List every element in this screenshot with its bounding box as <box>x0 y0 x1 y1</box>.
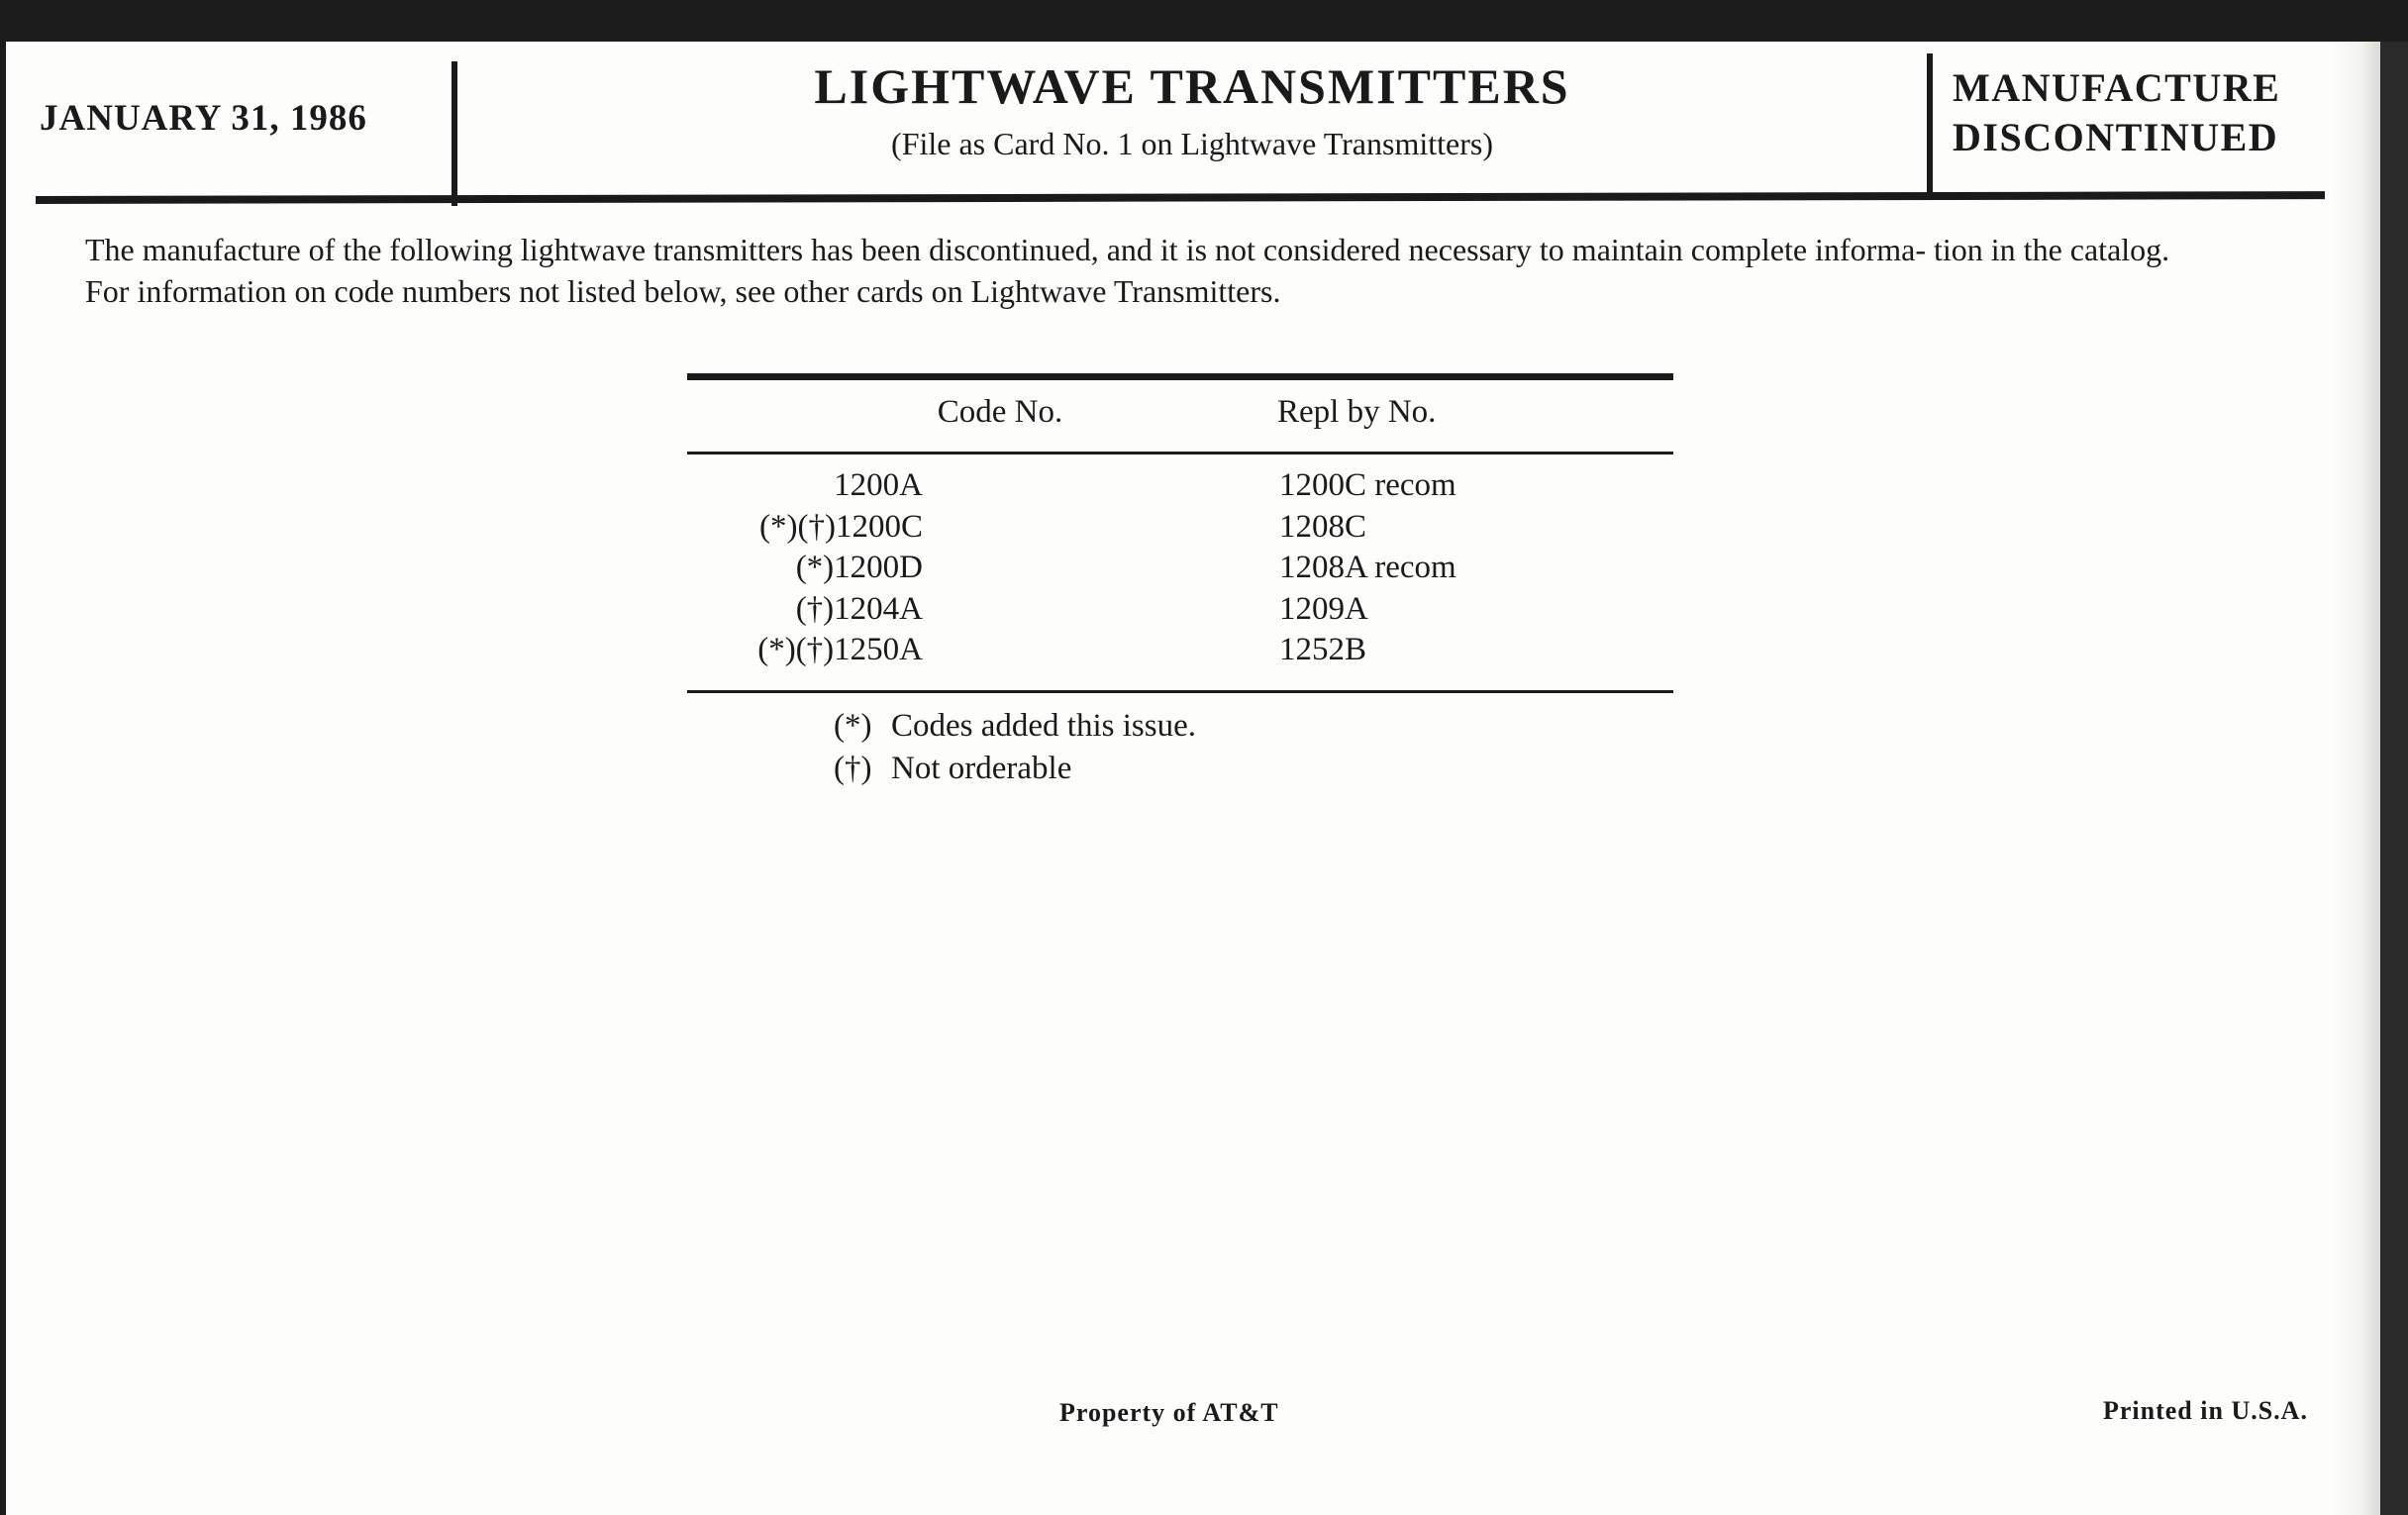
code-cell: 1200A <box>834 467 923 503</box>
footnote <box>834 705 1196 748</box>
footer-ownership: Property of AT&T <box>1059 1398 1279 1427</box>
code-cell: (*)1200D <box>795 550 923 585</box>
code-cell: (*)(†)1200C <box>759 508 923 545</box>
footer-printed: Printed in U.S.A. <box>2103 1396 2308 1425</box>
table-body <box>752 467 1644 673</box>
issue-date: JANUARY 31, 1986 <box>40 98 367 139</box>
table-row <box>752 467 1644 509</box>
replacement-cell: 1208A recom <box>1279 550 1456 585</box>
status-line-1: MANUFACTURE <box>1953 65 2281 110</box>
intro-text <box>85 228 2313 313</box>
header-divider-right <box>1927 53 1933 198</box>
footnote-symbol: (*) <box>834 708 872 744</box>
status-line-2: DISCONTINUED <box>1953 115 2279 159</box>
page-title: LIGHTWAVE TRANSMITTERS <box>814 58 1570 114</box>
replacement-cell: 1200C recom <box>1279 467 1456 503</box>
column-header-replacement: Repl by No. <box>1277 394 1437 430</box>
intro-paragraph-1: The manufacture of the following lightwave transmitters has been discontinued, and it is not considered necessary to maintain complete informa- tion in the catalog. <box>85 232 2170 267</box>
status-label <box>1953 63 2280 162</box>
table-row <box>752 509 1644 551</box>
table-row <box>752 591 1644 633</box>
code-cell: (*)(†)1250A <box>757 632 923 667</box>
replacement-cell: 1208C <box>1279 508 1367 545</box>
table-row <box>752 632 1644 673</box>
footnote-symbol: (†) <box>834 751 872 786</box>
footnote <box>834 748 1196 790</box>
footnotes <box>834 705 1196 790</box>
page-subtitle: (File as Card No. 1 on Lightwave Transmitters) <box>891 126 1493 161</box>
footnote-text: Codes added this issue. <box>891 708 1196 744</box>
scan-border <box>2380 42 2408 1515</box>
footnote-text: Not orderable <box>891 751 1072 786</box>
column-header-code: Code No. <box>937 394 1063 430</box>
code-cell: (†)1204A <box>795 590 923 627</box>
intro-paragraph-2: For information on code numbers not listed below, see other cards on Lightwave Transmitters. <box>85 273 1281 309</box>
replacement-cell: 1252B <box>1279 632 1367 667</box>
table-bottom-rule <box>687 690 1673 693</box>
replacement-cell: 1209A <box>1279 590 1368 627</box>
table-row <box>752 550 1644 591</box>
card-edge-shadow <box>2331 42 2380 1515</box>
table-top-rule <box>687 373 1673 380</box>
table-header-rule <box>687 452 1673 454</box>
